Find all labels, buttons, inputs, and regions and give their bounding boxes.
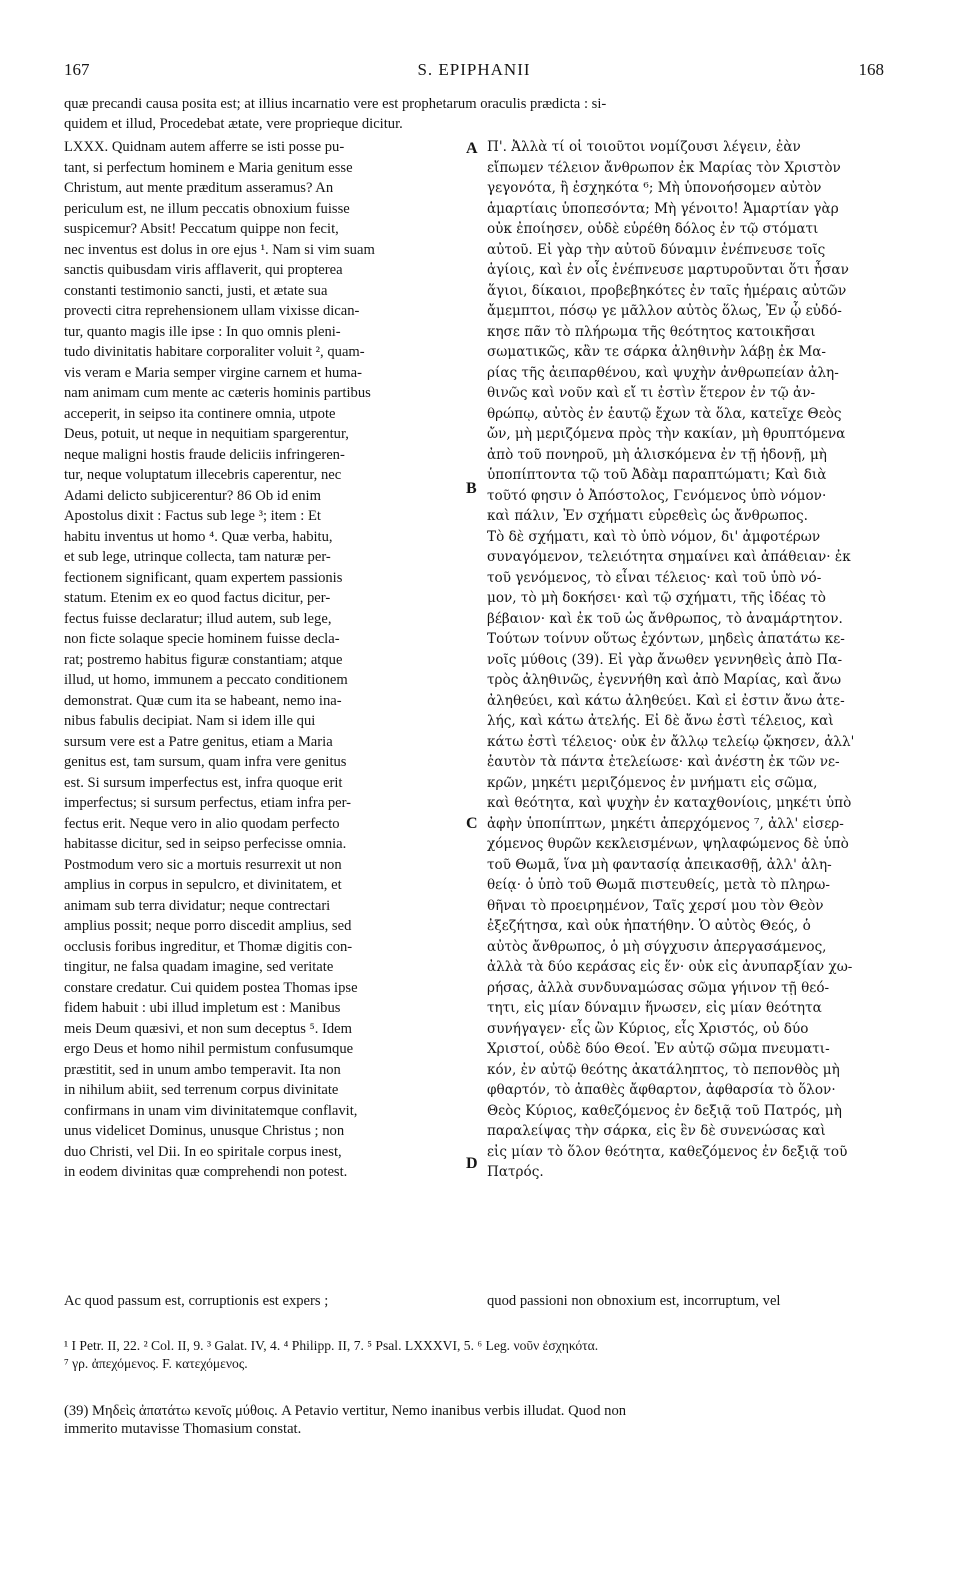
latin-line: rat; postremo habitus figuræ constantiam; atque (64, 651, 343, 668)
greek-line: τρὸς ἀληθινῶς, ἐγεννήθη καὶ ἀπὸ Μαρίας, καὶ ἄνω (487, 672, 842, 688)
greek-line: ἀλλὰ τὰ δύο κεράσας εἰς ἕν· οὐκ εἰς ἀνυπαρξίαν χω- (487, 959, 853, 975)
latin-line: neque maligni hostis fraude deliciis infringeren- (64, 446, 345, 463)
page-header (64, 60, 884, 84)
latin-line: Deus, potuit, ut neque in nequitiam spargerentur, (64, 426, 349, 442)
greek-line: γεγονότα, ἢ ἐσχηκότα ⁶; Μὴ ὑπονοήσομεν αὐτὸν (487, 180, 822, 196)
latin-line: constanti testimonio sancti, justi, et ætate sua (64, 282, 328, 299)
greek-line: Χριστοί, οὐδὲ δύο Θεοί. Ἐν αὐτῷ σῶμα πνευματι- (487, 1041, 830, 1057)
greek-line: Τούτων τοίνυν οὕτως ἐχόντων, μηδεὶς ἀπατάτω κε- (487, 631, 845, 647)
latin-line: nec inventus est dolus in ore ejus ¹. Nam si vim suam (64, 241, 375, 258)
latin-line: habitu inventus ut homo ⁴. Quæ verba, habitu, (64, 528, 333, 545)
latin-line: sanctis quibusdam viris afflaverit, qui propterea (64, 262, 343, 278)
greek-line: παραλείψας τὴν σάρκα, εἰς ἓν δὲ συνενώσας καὶ (487, 1123, 826, 1139)
latin-line: animam sub terra dividatur; neque contrectari (64, 897, 331, 914)
latin-line: fectionem significant, quam expertem passionis (64, 569, 343, 586)
greek-line: νοῖς μύθοις (39). Εἰ γὰρ ἄνωθεν γεννηθεὶς ἀπὸ Πα- (487, 651, 843, 668)
greek-line: ἁγίοις, καὶ ἐν οἷς ἐνέπνευσε μαρτυροῦνται ὅτι ἦσαν (487, 262, 849, 278)
footnotes (64, 1337, 884, 1373)
latin-line: acceperit, in seipso ita continere omnia, utpote (64, 405, 336, 422)
latin-line: meis Deum quæsivi, et non sum deceptus ⁵. Idem (64, 1020, 353, 1037)
latin-line: in eodem divinitas quæ comprehendi non potest. (64, 1164, 348, 1180)
latin-line: confirmans in unam vim divinitatemque conflavit, (64, 1102, 358, 1119)
continuation-right: quod passioni non obnoxium est, incorruptum, vel (487, 1293, 781, 1309)
latin-line: Apostolus dixit : Factus sub lege ³; item : Et (64, 508, 321, 524)
greek-line: Θεὸς Κύριος, καθεζόμενος ἐν δεξιᾷ τοῦ Πατρός, μὴ (487, 1102, 842, 1119)
latin-line: suspicemur? Absit! Peccatum quippe non fecit, (64, 221, 339, 237)
latin-line: tingitur, ne falsa quadam imagine, sed veritate (64, 959, 334, 975)
latin-line: Christum, aut mente præditum asseramus? An (64, 180, 334, 196)
editorial-note (64, 1402, 884, 1438)
greek-line: χόμενος θυρῶν κεκλεισμένων, ψηλαφώμενος δὲ ὑπὸ (487, 836, 849, 852)
latin-line: in nihilum abiit, sed terrenum corpus divinitate (64, 1082, 339, 1098)
greek-line: κησε πᾶν τὸ πλήρωμα τῆς θεότητος κατοικῆσαι (487, 323, 816, 340)
greek-line: τοῦ γενόμενος, τὸ εἶναι τέλειος· καὶ τοῦ ὑπὸ νό- (487, 569, 822, 586)
greek-line: μον, τὸ μὴ δοκήσει· καὶ τῷ σχήματι, τῆς ἰδέας τὸ (487, 590, 826, 606)
margin-letter-d: D (466, 1155, 478, 1172)
note-line: (39) Μηδεὶς ἀπατάτω κενοῖς μύθοις. A Petavio vertitur, Nemo inanibus verbis illudat. Quod non (64, 1403, 627, 1419)
latin-line: amplius in corpus in sepulcro, et divinitatem, et (64, 877, 342, 893)
intro-paragraph (64, 95, 884, 135)
latin-line: non ficte solaque specie hominem fuisse decla- (64, 631, 340, 647)
greek-line: λής, καὶ κάτω ἀτελής. Εἰ δὲ ἄνω ἐστὶ τέλειος, καὶ (487, 713, 834, 729)
latin-line: tur, quanto magis ille ipse : In quo omnis pleni- (64, 323, 341, 340)
latin-line: Adami delicto subjicerentur? 86 Ob id enim (64, 487, 321, 504)
margin-letter-a: A (466, 140, 478, 157)
latin-line: sursum vere est a Patre genitus, etiam a Maria (64, 733, 333, 750)
latin-line: habitasse dicitur, sed in seipso perfecisse omnia. (64, 836, 347, 852)
greek-line: κόν, ἐν αὐτῷ θεότης ἀκατάληπτος, τὸ πεπονθὸς μὴ (487, 1061, 840, 1078)
greek-line: κάτω ἐστὶ τέλειος· οὐκ ἐν ἄλλῳ τελείῳ ᾤκησεν, ἀλλ' (487, 733, 855, 750)
greek-line: ὤν, μὴ μεριζόμενα πρὸς τὴν κακίαν, μὴ θρυπτόμενα (487, 426, 846, 442)
latin-line: tur, neque voluptatum illecebris caperentur, nec (64, 467, 342, 483)
greek-line: συνήγαγεν· εἷς ὢν Κύριος, εἷς Χριστός, οὐ δύο (487, 1020, 809, 1037)
greek-line: ἀφὴν ὑποπίπτων, μηκέτι ἀπερχόμενος ⁷, ἀλλ' εἰσερ- (487, 815, 844, 832)
greek-line: αὐτὸς ἄνθρωπος, ὁ μὴ σύγχυσιν ἀπεργασάμενος, (487, 938, 827, 955)
greek-line: ἁμαρτίαις ὑποπεσόντα; Μὴ γένοιτο! Ἁμαρτίαν γὰρ (487, 200, 839, 217)
greek-line: ἑαυτὸν τὰ πάντα ἐτελείωσε· καὶ ἀνέστη ἐκ τῶν νε- (487, 754, 840, 770)
greek-line: ρίας τῆς ἀειπαρθένου, καὶ ψυχὴν ἀνθρωπείαν ἀλη- (487, 364, 839, 381)
latin-line: fectus erit. Neque vero in alio quodam perfecto (64, 815, 340, 832)
greek-line: θῆναι τὸ προειρημένον, Ταῖς χερσί μου τὸν Θεὸν (487, 897, 824, 914)
text-line: quæ precandi causa posita est; at illius incarnatio vere est prophetarum oraculis prædicta : si- (64, 96, 607, 112)
latin-line: provecti citra reprehensionem ullam vixisse dican- (64, 303, 360, 319)
margin-letter-b: B (466, 480, 477, 497)
latin-line: tudo divinitatis habitare corporaliter voluit ², quam- (64, 344, 365, 360)
greek-line: οὐκ ἐποίησεν, οὐδὲ εὑρέθη δόλος ἐν τῷ στόματι (487, 221, 819, 237)
greek-line: συναγόμενον, τελειότητα σημαίνει καὶ ἀπάθειαν· ἐκ (487, 549, 851, 565)
latin-line: Postmodum vero sic a mortuis resurrexit ut non (64, 856, 342, 873)
latin-line: occlusis foribus ingreditur, et Thomæ digitis con- (64, 938, 353, 955)
greek-line: φθαρτόν, τὸ ἀπαθὲς ἄφθαρτον, ἀφθαρσία τὸ ὅλον· (487, 1082, 836, 1098)
latin-line: demonstrat. Quæ cum ita se habeant, nemo ina- (64, 692, 342, 709)
greek-line: τοῦτό φησιν ὁ Ἀπόστολος, Γενόμενος ὑπὸ νόμον· (487, 487, 827, 504)
latin-line: præstitit, sed in unum ambo temperavit. Ita non (64, 1061, 341, 1078)
latin-line: est. Si sursum imperfectus est, infra quoque erit (64, 774, 343, 791)
latin-line: fidem habuit : ubi illud impletum est : Manibus (64, 1000, 341, 1016)
latin-line: duo Christi, vel Dii. In eo spiritale corpus inest, (64, 1143, 342, 1160)
right-page-number: 168 (858, 60, 884, 79)
latin-line: genitus est, tam sursum, quam infra vere genitus (64, 754, 347, 770)
latin-line: nam animam cum mente ac cæteris hominis partibus (64, 385, 371, 401)
latin-line: periculum est, ne illum peccatis obnoxium fuisse (64, 200, 350, 217)
greek-line: θρώπῳ, αὐτὸς ἐν ἑαυτῷ ἔχων τὰ ὅλα, κατεῖχε Θεὸς (487, 405, 842, 422)
greek-line: ὑποπίπτοντα τῷ τοῦ Ἀδὰμ παραπτώματι; Καὶ διὰ (487, 467, 827, 483)
note-line: immerito mutavisse Thomasium constat. (64, 1421, 302, 1437)
greek-line: καὶ πάλιν, Ἐν σχήματι εὑρεθεὶς ὡς ἄνθρωπος. (487, 508, 808, 524)
greek-line: Π'. Ἀλλὰ τί οἱ τοιοῦτοι νομίζουσι λέγειν, ἐὰν (487, 139, 801, 155)
greek-line: Πατρός. (487, 1164, 544, 1180)
latin-line: amplius possit; neque porro discedit amplius, sed (64, 918, 352, 934)
footnote-line: ⁷ γρ. ἀπεχόμενος. F. κατεχόμενος. (64, 1356, 248, 1371)
latin-column (64, 137, 467, 1183)
greek-line: καὶ θεότητα, καὶ ψυχὴν ἐν καταχθονίοις, μηκέτι ὑπὸ (487, 795, 852, 811)
greek-line: ἅγιοι, δίκαιοι, προβεβηκότες ἐν ταῖς ἡμέραις αὐτῶν (487, 282, 847, 299)
latin-line: fectus fuisse declaratur; illud autem, sub lege, (64, 610, 332, 627)
greek-line: ἀπὸ τοῦ πονηροῦ, μὴ ἁλισκόμενα ἐν τῇ ἡδονῇ, μὴ (487, 446, 827, 463)
latin-line: illud, ut homo, immunem a peccato conditionem (64, 672, 348, 688)
latin-line: vis veram e Maria semper virgine carnem et huma- (64, 364, 362, 381)
greek-line: θινῶς καὶ νοῦν καὶ εἴ τι ἐστὶν ἕτερον ἐν τῷ ἀν- (487, 385, 816, 401)
latin-line: tant, si perfectum hominem e Maria genitum esse (64, 159, 353, 176)
greek-line: αὐτοῦ. Εἰ γὰρ τὴν αὐτοῦ δύναμιν ἐνέπνευσε τοῖς (487, 241, 826, 258)
greek-line: ρήσας, ἀλλὰ συνδυναμώσας σῶμα γήινον τῇ θεό- (487, 979, 830, 996)
latin-line: LXXX. Quidnam autem afferre se isti posse pu- (64, 139, 345, 155)
greek-line: ἄμεμπτοι, πόσῳ γε μᾶλλον αὐτὸς ὅλως, Ἐν ᾧ εὐδό- (487, 303, 842, 319)
greek-line: εἴπωμεν τέλειον ἄνθρωπον ἐκ Μαρίας τὸν Χριστὸν (487, 159, 841, 176)
greek-line: σωματικῶς, κἂν τε σάρκα ἀληθινὴν λάβῃ ἐκ Μα- (487, 344, 827, 360)
greek-line: θείᾳ· ὁ ὑπὸ τοῦ Θωμᾶ πιστευθείς, μετὰ τὸ πληρω- (487, 877, 830, 893)
running-title: S. EPIPHANII (417, 60, 531, 79)
footnote-line: ¹ I Petr. II, 22. ² Col. II, 9. ³ Galat. IV, 4. ⁴ Philipp. II, 7. ⁵ Psal. LXXXVI, 5. ⁶ Leg. νοῦν ἐσχηκότα. (64, 1338, 599, 1353)
latin-line: ergo Deus et homo nihil permistum confusumque (64, 1041, 354, 1057)
latin-line: constare credatur. Cui quidem postea Thomas ipse (64, 979, 358, 996)
continuation-left: Ac quod passum est, corruptionis est expers ; (64, 1293, 329, 1309)
latin-line: statum. Etenim ex eo quod factus dicitur, per- (64, 590, 331, 606)
text-line: quidem et illud, Procedebat ætate, vere proprieque dicitur. (64, 115, 403, 132)
greek-line: ἐξεζήτησα, καὶ οὐκ ἠπατήθην. Ὁ αὐτὸς Θεός, ὁ (487, 918, 811, 934)
greek-line: εἰς μίαν τὸ ὅλον θεότητα, καθεζόμενος ἐν δεξιᾷ τοῦ (487, 1143, 848, 1160)
left-page-number: 167 (64, 60, 90, 79)
latin-line: nibus fabulis decipiat. Nam si idem ille qui (64, 713, 316, 729)
greek-line: τητι, εἰς μίαν δύναμιν ἥνωσεν, εἰς μίαν θεότητα (487, 1000, 822, 1016)
greek-line: Τὸ δὲ σχήματι, καὶ τὸ ὑπὸ νόμον, δι' ἀμφοτέρων (487, 528, 821, 545)
latin-line: et sub lege, utrinque collecta, tam naturæ per- (64, 549, 331, 565)
greek-line: ἀληθεύει, καὶ κάτω ἀληθεύει. Καὶ εἰ ἐστιν ἄνω ἀτε- (487, 692, 845, 709)
greek-column (487, 137, 884, 1183)
greek-line: κρῶν, μηκέτι μεριζόμενος ἐν μνήματι εἰς σῶμα, (487, 774, 818, 791)
continuation-line (64, 1293, 884, 1310)
greek-line: βέβαιον· καὶ ἐκ τοῦ ὡς ἄνθρωπος, τὸ ἀναμάρτητον. (487, 610, 843, 627)
latin-line: imperfectus; si sursum perfectus, etiam infra per- (64, 795, 352, 811)
greek-line: τοῦ Θωμᾶ, ἵνα μὴ φαντασίᾳ ἀπεικασθῇ, ἀλλ' ἀλη- (487, 856, 832, 873)
latin-line: unus videlicet Dominus, unusque Christus ; non (64, 1123, 345, 1139)
margin-letter-c: C (466, 815, 478, 832)
